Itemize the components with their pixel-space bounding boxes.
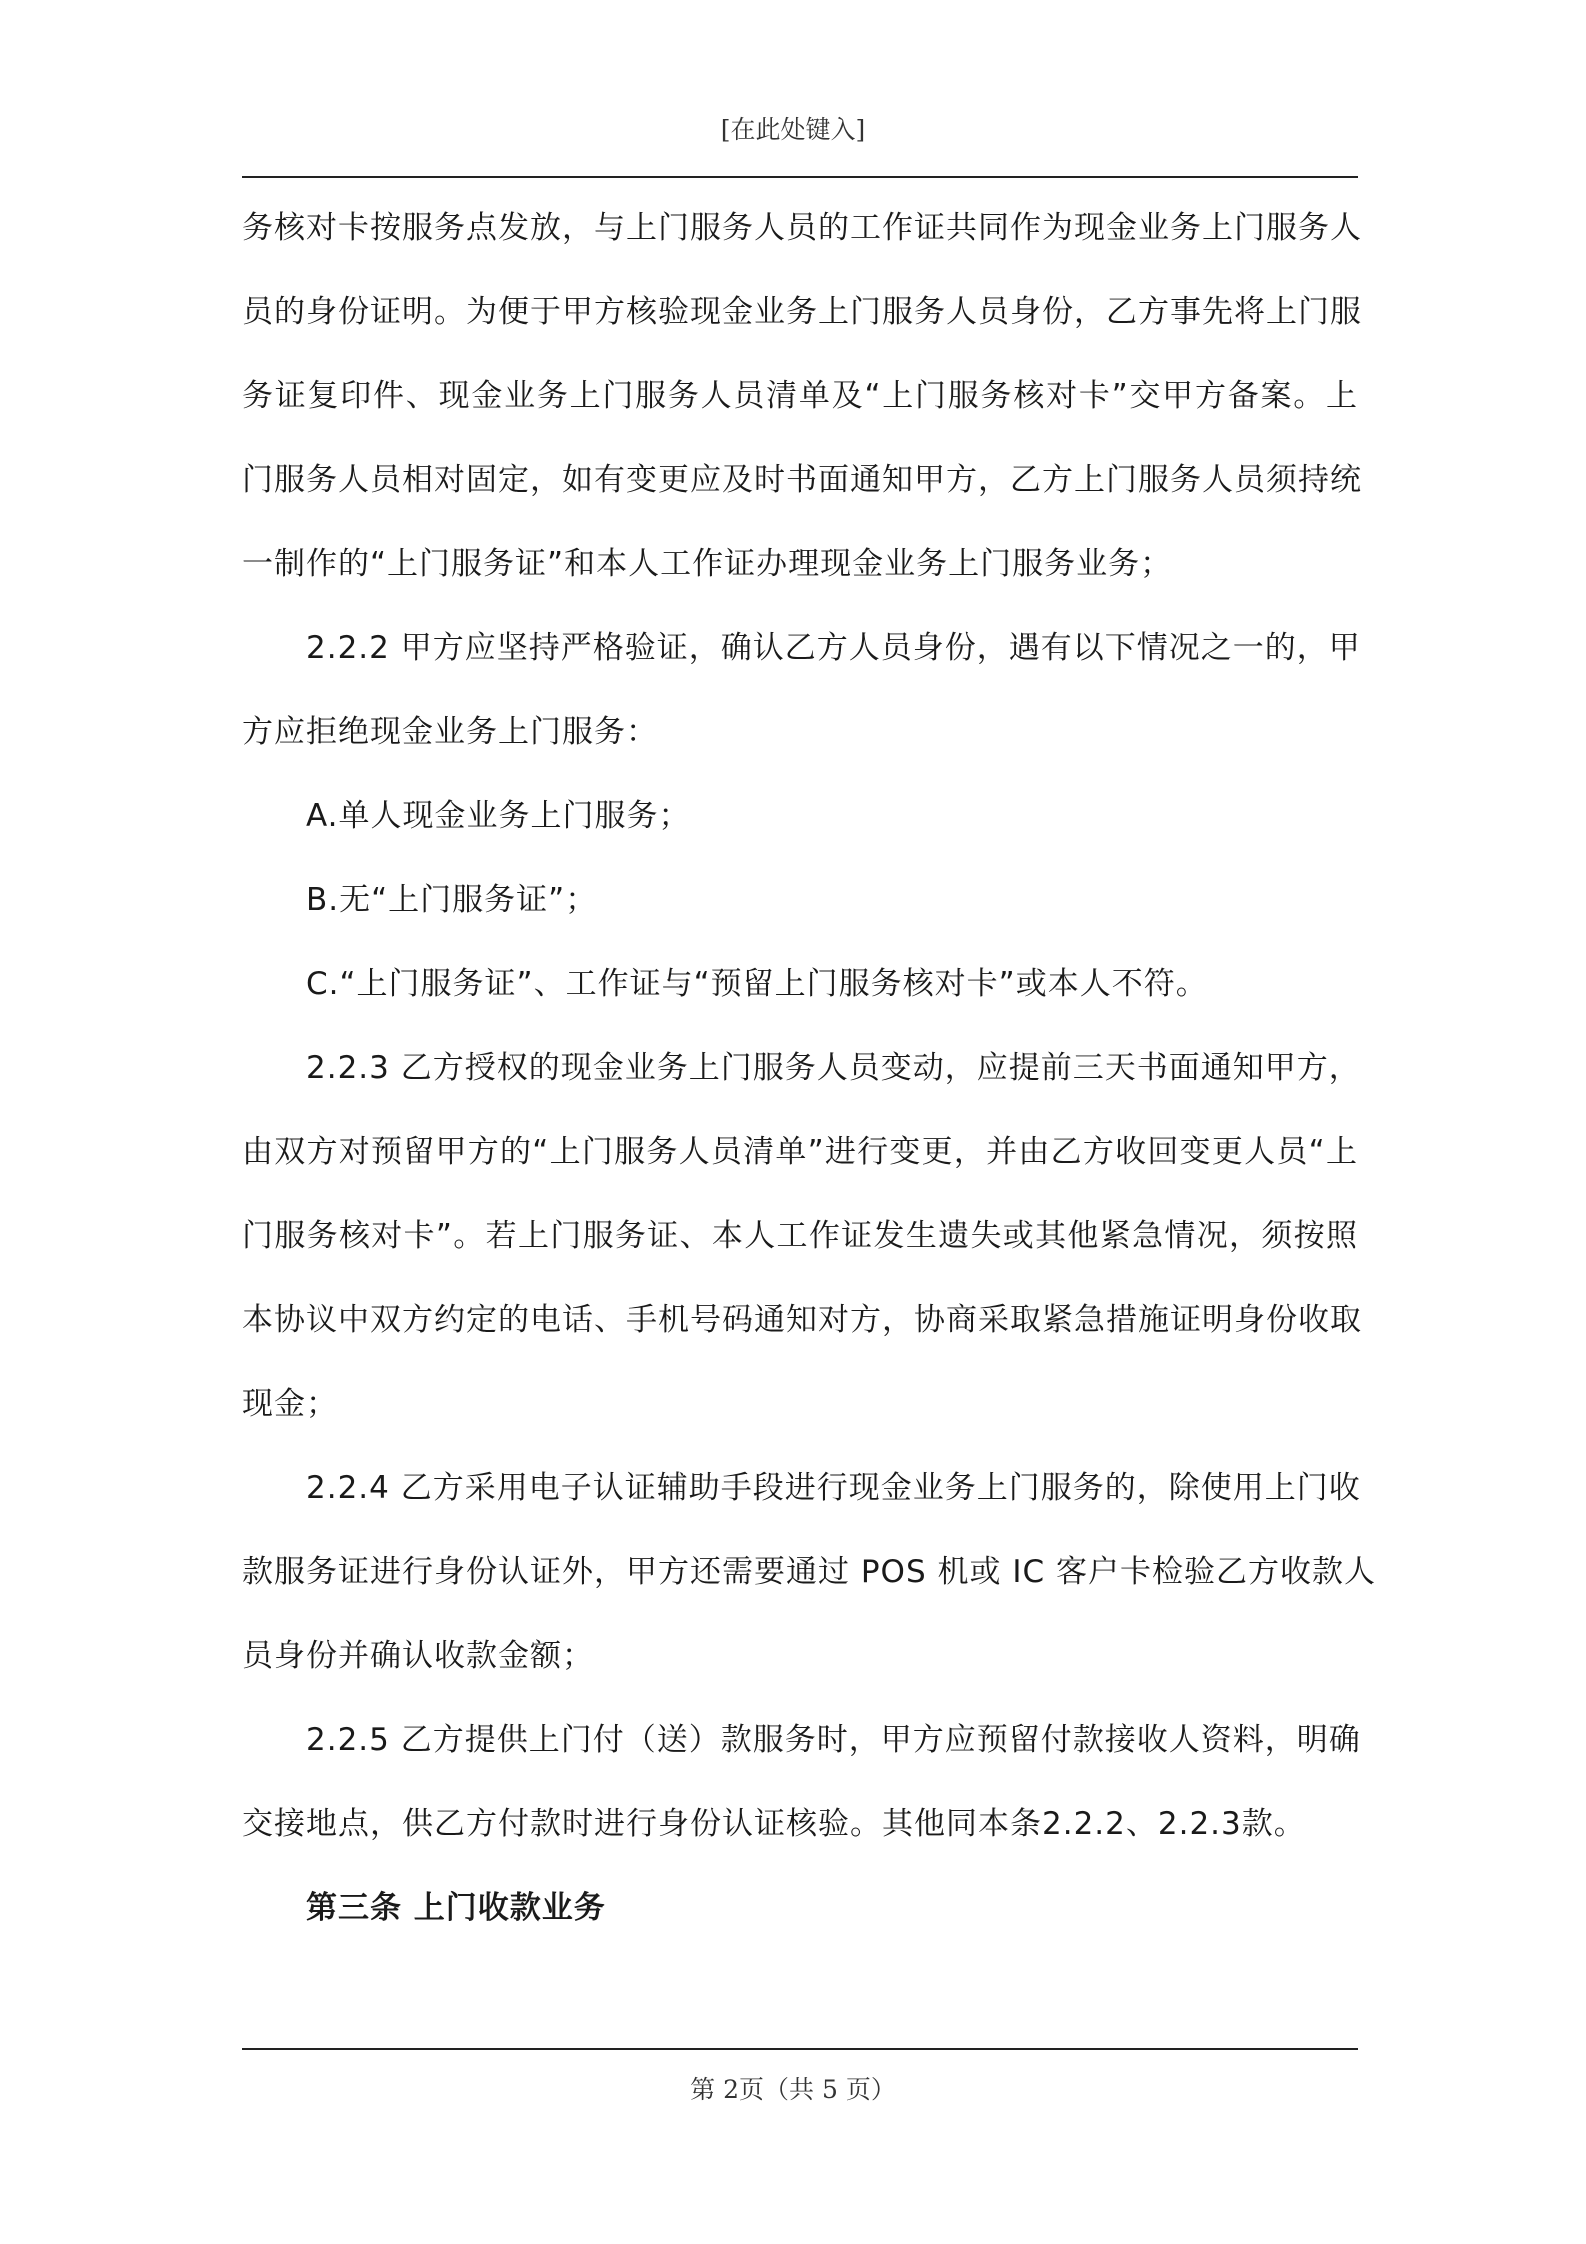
header-rule	[242, 176, 1358, 178]
paragraph-line: 本协议中双方约定的电话、手机号码通知对方，协商采取紧急措施证明身份收取	[242, 1302, 1362, 1338]
section-heading: 第三条 上门收款业务	[306, 1890, 606, 1926]
paragraph-line: 方应拒绝现金业务上门服务：	[242, 714, 658, 750]
paragraph-line: 交接地点，供乙方付款时进行身份认证核验。其他同本条2.2.2、2.2.3款。	[242, 1806, 1306, 1842]
list-item-a: A.单人现金业务上门服务；	[306, 798, 691, 834]
paragraph-line: 门服务核对卡”。若上门服务证、本人工作证发生遗失或其他紧急情况，须按照	[242, 1218, 1358, 1254]
paragraph-line: 款服务证进行身份认证外，甲方还需要通过 POS 机或 IC 客户卡检验乙方收款人	[242, 1554, 1376, 1590]
clause-2-2-3: 2.2.3 乙方授权的现金业务上门服务人员变动，应提前三天书面通知甲方，	[306, 1050, 1361, 1086]
paragraph-line: 务核对卡按服务点发放，与上门服务人员的工作证共同作为现金业务上门服务人	[242, 210, 1362, 246]
list-item-b: B.无“上门服务证”；	[306, 882, 598, 918]
clause-2-2-5: 2.2.5 乙方提供上门付（送）款服务时，甲方应预留付款接收人资料，明确	[306, 1722, 1361, 1758]
clause-2-2-2: 2.2.2 甲方应坚持严格验证，确认乙方人员身份，遇有以下情况之一的，甲	[306, 630, 1361, 666]
paragraph-line: 务证复印件、现金业务上门服务人员清单及“上门服务核对卡”交甲方备案。上	[242, 378, 1358, 414]
footer-rule	[242, 2048, 1358, 2050]
paragraph-line: 员的身份证明。为便于甲方核验现金业务上门服务人员身份，乙方事先将上门服	[242, 294, 1362, 330]
paragraph-line: 门服务人员相对固定，如有变更应及时书面通知甲方，乙方上门服务人员须持统	[242, 462, 1362, 498]
list-item-c: C.“上门服务证”、工作证与“预留上门服务核对卡”或本人不符。	[306, 966, 1208, 1002]
paragraph-line: 一制作的“上门服务证”和本人工作证办理现金业务上门服务业务；	[242, 546, 1173, 582]
paragraph-line: 由双方对预留甲方的“上门服务人员清单”进行变更，并由乙方收回变更人员“上	[242, 1134, 1358, 1170]
paragraph-line: 员身份并确认收款金额；	[242, 1638, 594, 1674]
page-number: 第 2页（共 5 页）	[690, 2075, 896, 2104]
clause-2-2-4: 2.2.4 乙方采用电子认证辅助手段进行现金业务上门服务的，除使用上门收	[306, 1470, 1361, 1506]
paragraph-line: 现金；	[242, 1386, 338, 1422]
page-header: [在此处键入]	[720, 115, 866, 144]
